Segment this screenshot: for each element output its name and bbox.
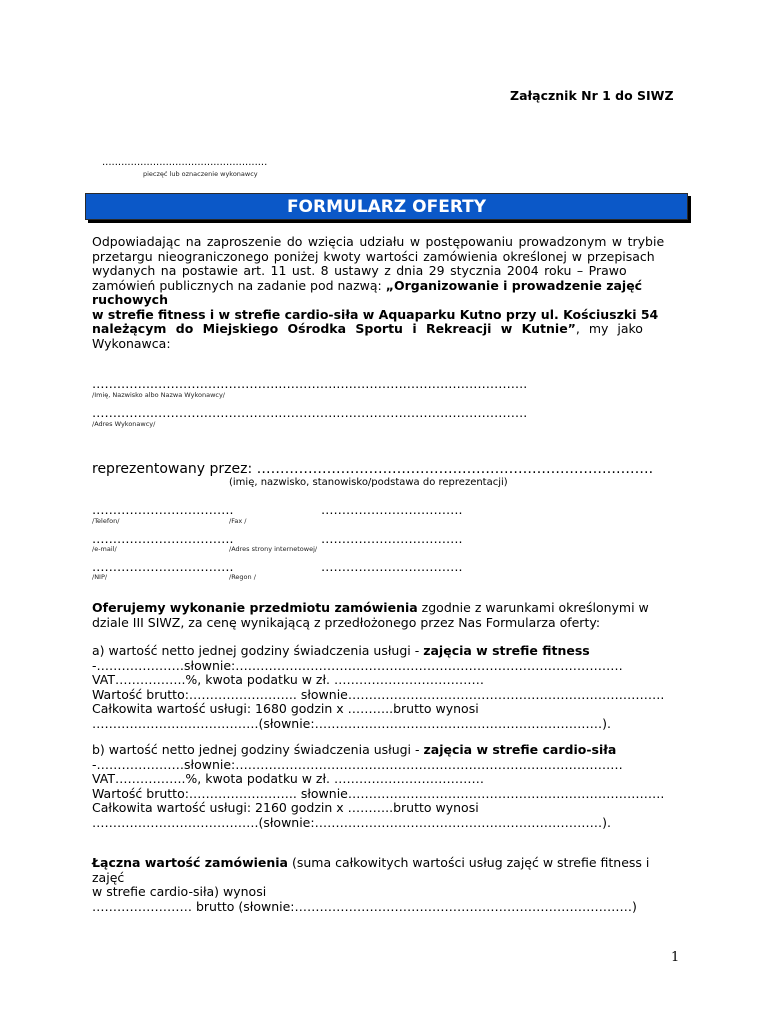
item-b-line-1 (92, 743, 678, 758)
task-name-part-3: w strefie fitness i w strefie cardio-siła w Aquaparku Kutno przy ul. Kościuszki 54 (92, 306, 659, 322)
task-name-part-1: „Organizowanie i prowadzenie zajęć (385, 277, 643, 293)
intro-line-6 (92, 308, 678, 323)
item-b-service: zajęcia w strefie cardio-siła (423, 742, 617, 757)
intro-line-5 (92, 293, 678, 308)
item-b-prefix: b) wartość netto jednej godziny świadczenia usługi - (92, 742, 424, 757)
intro-paragraph (92, 235, 678, 351)
item-a (92, 644, 678, 731)
intro-line-7-suffix: , my jako (575, 321, 643, 336)
fax-caption: /Fax / (229, 517, 247, 525)
item-b-line-4: Wartość brutto:…………………….. słownie…………………………………………………………………. (92, 785, 665, 801)
name-caption: /Imię, Nazwisko albo Nazwa Wykonawcy/ (92, 391, 225, 399)
fax-dots: ……………………………. (321, 502, 463, 517)
item-b-line-6: ………………………………….(słownie:……………………………………………………………). (92, 814, 611, 830)
item-a-line-5: Całkowita wartość usługi: 1680 godzin x ………..brutto wynosi (92, 701, 479, 716)
address-caption: /Adres Wykonawcy/ (92, 420, 156, 428)
offer-line-2: dziale III SIWZ, za cenę wynikającą z przedłożonego przez Nas Formularza oferty: (92, 614, 601, 630)
offer-line-1 (92, 601, 678, 616)
phone-caption: /Telefon/ (92, 517, 120, 525)
item-a-line-4: Wartość brutto:…………………….. słownie…………………………………………………………………. (92, 686, 665, 702)
intro-line-4-text: zamówień publicznych na zadanie pod nazwą: (92, 277, 386, 293)
intro-line-3: wydanych na postawie art. 11 ust. 8 ustawy z dnia 29 stycznia 2004 roku – Prawo (92, 263, 627, 278)
form-title: FORMULARZ OFERTY (286, 196, 487, 217)
item-b (92, 743, 678, 830)
regon-caption: /Regon / (229, 573, 256, 581)
total-line-2: zajęć (92, 869, 125, 885)
represented-caption: (imię, nazwisko, stanowisko/podstawa do reprezentacji) (229, 477, 508, 488)
total-heading: Łączna wartość zamówienia (92, 855, 288, 870)
total-line-1 (92, 856, 678, 871)
total-paragraph (92, 856, 678, 914)
www-dots: ……………………………. (321, 531, 463, 546)
item-b-line-3: VAT……………..%, kwota podatku w zł. ……………………………… (92, 771, 484, 786)
stamp-caption: pieczęć lub oznaczenie wykonawcy (143, 170, 258, 178)
nip-dots: ……………………………. (92, 559, 234, 574)
item-a-service: zajęcia w strefie fitness (423, 643, 590, 658)
phone-dots: ……………………………. (92, 502, 234, 517)
represented-label: reprezentowany przez: (92, 461, 257, 477)
intro-line-8: Wykonawca: (92, 335, 171, 351)
offer-line-1-text: zgodnie z warunkami określonymi w (417, 600, 649, 615)
item-a-line-3: VAT……………..%, kwota podatku w zł. ……………………………… (92, 672, 484, 687)
annex-label: Załącznik Nr 1 do SIWZ (510, 88, 674, 103)
task-name-part-2: ruchowych (92, 292, 168, 307)
item-a-prefix: a) wartość netto jednej godziny świadczenia usługi - (92, 643, 424, 658)
offer-heading: Oferujemy wykonanie przedmiotu zamówienia (92, 600, 418, 615)
intro-line-2: przetargu nieograniczonego poniżej kwoty wartości zamówienia określonej w przepisach (92, 248, 655, 264)
item-b-line-5: Całkowita wartość usługi: 2160 godzin x ………..brutto wynosi (92, 800, 479, 815)
offer-paragraph (92, 601, 678, 630)
name-field-dots: …….……..………….….…………..………….….………….……….………………. (92, 376, 528, 391)
page-number: 1 (671, 950, 680, 965)
stamp-dots: .................................................... (102, 157, 268, 168)
item-a-line-2: -…………………słownie:………………………………………………………………………………… (92, 657, 623, 673)
nip-caption: /NIP/ (92, 573, 108, 581)
total-line-4: …………………… brutto (słownie:………………………………………………………………………) (92, 898, 637, 914)
item-a-line-1 (92, 644, 678, 659)
represented-dots: …………………………………………………………………………. (256, 461, 654, 477)
www-caption: /Adres strony internetowej/ (229, 545, 318, 553)
intro-line-4 (92, 279, 678, 294)
task-name-part-4: należącym do Miejskiego Ośrodka Sportu i Rekreacji w Kutnie” (92, 321, 576, 336)
email-dots: ……………………………. (92, 531, 234, 546)
intro-line-1: Odpowiadając na zaproszenie do wzięcia udziału w postępowaniu prowadzonym w trybie (92, 234, 665, 249)
represented-row (92, 461, 653, 477)
intro-line-7 (92, 322, 678, 337)
email-caption: /e-mail/ (92, 545, 117, 553)
address-field-dots: …….……..………….….…………..………….….………….……….………………. (92, 405, 528, 420)
item-a-line-6: ………………………………….(słownie:……………………………………………………………). (92, 715, 611, 731)
total-line-3: w strefie cardio-siła) wynosi (92, 884, 267, 899)
regon-dots: ……………………………. (321, 559, 463, 574)
form-title-banner (85, 193, 688, 220)
item-b-line-2: -…………………słownie:………………………………………………………………………………… (92, 756, 623, 772)
total-line-1-text: (suma całkowitych wartości usług zajęć w strefie fitness i (288, 855, 650, 870)
